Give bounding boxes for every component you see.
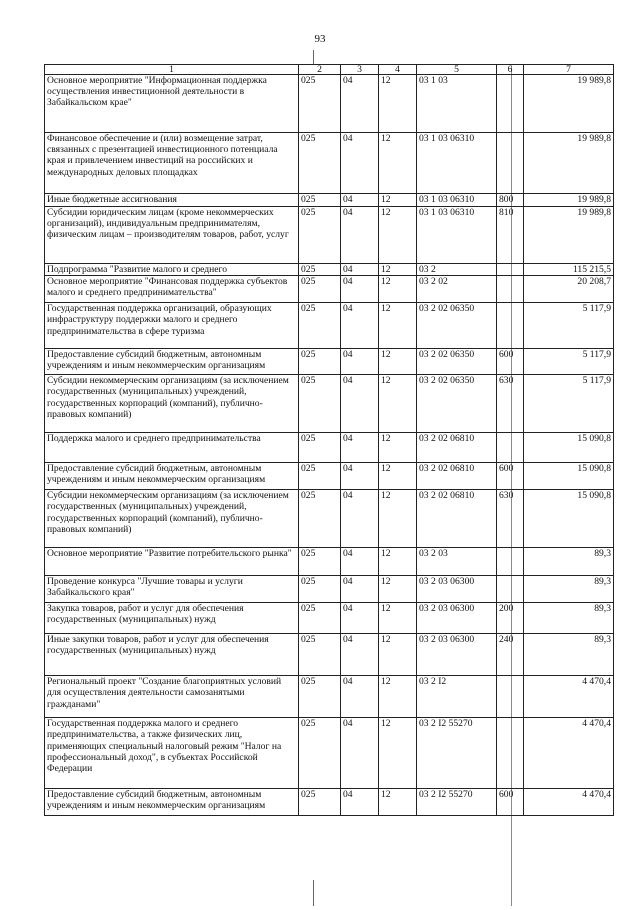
page-number: 93 — [314, 33, 326, 45]
row-target-article: 03 2 02 06810 — [417, 463, 497, 490]
row-amount: 15 090,8 — [524, 433, 614, 463]
row-admin-code: 025 — [299, 634, 341, 676]
row-amount: 89,3 — [524, 576, 614, 603]
row-expense-type — [497, 75, 524, 133]
row-section: 04 — [341, 133, 379, 194]
header-col-7: 7 — [524, 65, 614, 75]
row-expense-type — [497, 676, 524, 718]
row-amount: 4 470,4 — [524, 718, 614, 789]
row-section: 04 — [341, 634, 379, 676]
row-expense-type — [497, 276, 524, 303]
table-row — [45, 463, 614, 490]
table-row — [45, 548, 614, 576]
row-admin-code: 025 — [299, 463, 341, 490]
row-expense-type — [497, 576, 524, 603]
row-subsection: 12 — [379, 133, 417, 194]
row-section: 04 — [341, 375, 379, 433]
table-row — [45, 207, 614, 264]
row-target-article: 03 2 I2 — [417, 676, 497, 718]
row-subsection: 12 — [379, 375, 417, 433]
row-amount: 89,3 — [524, 548, 614, 576]
row-section: 04 — [341, 463, 379, 490]
row-expense-type — [497, 264, 524, 276]
row-name: Основное мероприятие "Информационная поддержка осуществления инвестиционной деятельности в Забайкальском крае" — [45, 75, 299, 133]
header-col-5: 5 — [417, 65, 497, 75]
row-amount: 19 989,8 — [524, 207, 614, 264]
table-header-row — [45, 65, 614, 75]
table-row — [45, 789, 614, 816]
row-subsection: 12 — [379, 634, 417, 676]
row-subsection: 12 — [379, 576, 417, 603]
row-subsection: 12 — [379, 303, 417, 349]
row-section: 04 — [341, 349, 379, 375]
row-name: Поддержка малого и среднего предпринимательства — [45, 433, 299, 463]
row-expense-type — [497, 303, 524, 349]
row-amount: 15 090,8 — [524, 463, 614, 490]
table-row — [45, 264, 614, 276]
row-name: Предоставление субсидий бюджетным, автономным учреждениям и иным некоммерческим организациям — [45, 349, 299, 375]
row-target-article: 03 2 02 — [417, 276, 497, 303]
row-admin-code: 025 — [299, 490, 341, 548]
row-admin-code: 025 — [299, 133, 341, 194]
row-subsection: 12 — [379, 264, 417, 276]
row-admin-code: 025 — [299, 789, 341, 816]
row-admin-code: 025 — [299, 194, 341, 207]
row-name: Иные закупки товаров, работ и услуг для обеспечения государственных (муниципальных) нужд — [45, 634, 299, 676]
row-subsection: 12 — [379, 463, 417, 490]
row-expense-type — [497, 718, 524, 789]
row-target-article: 03 2 03 06300 — [417, 576, 497, 603]
row-section: 04 — [341, 207, 379, 264]
row-subsection: 12 — [379, 490, 417, 548]
row-section: 04 — [341, 676, 379, 718]
budget-table — [44, 64, 614, 816]
row-name: Основное мероприятие "Финансовая поддержка субъектов малого и среднего предпринимательства" — [45, 276, 299, 303]
row-admin-code: 025 — [299, 676, 341, 718]
row-name: Финансовое обеспечение и (или) возмещение затрат, связанных с презентацией инвестиционного потенциала края и привлечением инвестиций на российских и международных деловых площадках — [45, 133, 299, 194]
row-target-article: 03 2 02 06810 — [417, 433, 497, 463]
row-target-article: 03 1 03 06310 — [417, 207, 497, 264]
row-name: Государственная поддержка малого и среднего предпринимательства, а также физических лиц, применяющих специальный налоговый режим "Налог на профессиональный доход", в субъектах Российской Федерации — [45, 718, 299, 789]
row-section: 04 — [341, 789, 379, 816]
row-target-article: 03 2 02 06350 — [417, 349, 497, 375]
row-subsection: 12 — [379, 276, 417, 303]
row-admin-code: 025 — [299, 718, 341, 789]
header-col-6: 6 — [497, 65, 524, 75]
row-subsection: 12 — [379, 75, 417, 133]
row-target-article: 03 2 03 06300 — [417, 603, 497, 634]
row-amount: 4 470,4 — [524, 676, 614, 718]
row-name: Субсидии некоммерческим организациям (за исключением государственных (муниципальных) учреждений, государственных корпораций (компаний), публично-правовых компаний) — [45, 375, 299, 433]
row-subsection: 12 — [379, 433, 417, 463]
fold-mark — [313, 50, 314, 64]
table-row — [45, 133, 614, 194]
row-amount: 20 208,7 — [524, 276, 614, 303]
row-amount: 89,3 — [524, 603, 614, 634]
table-row — [45, 490, 614, 548]
row-expense-type: 600 — [497, 349, 524, 375]
row-subsection: 12 — [379, 349, 417, 375]
row-subsection: 12 — [379, 194, 417, 207]
row-amount: 19 989,8 — [524, 194, 614, 207]
row-section: 04 — [341, 194, 379, 207]
table-row — [45, 303, 614, 349]
row-subsection: 12 — [379, 207, 417, 264]
row-name: Проведение конкурса "Лучшие товары и услуги Забайкальского края" — [45, 576, 299, 603]
table-row — [45, 718, 614, 789]
table-row — [45, 433, 614, 463]
row-admin-code: 025 — [299, 548, 341, 576]
row-section: 04 — [341, 75, 379, 133]
row-subsection: 12 — [379, 548, 417, 576]
row-name: Иные бюджетные ассигнования — [45, 194, 299, 207]
row-expense-type: 600 — [497, 463, 524, 490]
table-row — [45, 676, 614, 718]
row-target-article: 03 2 02 06350 — [417, 303, 497, 349]
table-row — [45, 576, 614, 603]
row-amount: 19 989,8 — [524, 133, 614, 194]
row-name: Государственная поддержка организаций, образующих инфраструктуру поддержки малого и среднего предпринимательства в сфере туризма — [45, 303, 299, 349]
table-row — [45, 634, 614, 676]
row-admin-code: 025 — [299, 207, 341, 264]
header-col-4: 4 — [379, 65, 417, 75]
row-section: 04 — [341, 490, 379, 548]
row-amount: 15 090,8 — [524, 490, 614, 548]
fold-mark-bottom — [313, 880, 314, 906]
row-section: 04 — [341, 276, 379, 303]
row-name: Субсидии некоммерческим организациям (за исключением государственных (муниципальных) учреждений, государственных корпораций (компаний), публично-правовых компаний) — [45, 490, 299, 548]
row-expense-type: 800 — [497, 194, 524, 207]
row-subsection: 12 — [379, 718, 417, 789]
row-name: Основное мероприятие "Развитие потребительского рынка" — [45, 548, 299, 576]
header-col-3: 3 — [341, 65, 379, 75]
row-admin-code: 025 — [299, 576, 341, 603]
row-admin-code: 025 — [299, 603, 341, 634]
row-amount: 5 117,9 — [524, 303, 614, 349]
table-row — [45, 603, 614, 634]
row-expense-type — [497, 133, 524, 194]
row-expense-type — [497, 548, 524, 576]
row-subsection: 12 — [379, 603, 417, 634]
table-row — [45, 375, 614, 433]
row-section: 04 — [341, 264, 379, 276]
row-target-article: 03 2 02 06810 — [417, 490, 497, 548]
row-amount: 115 215,5 — [524, 264, 614, 276]
row-section: 04 — [341, 303, 379, 349]
row-amount: 19 989,8 — [524, 75, 614, 133]
row-name: Региональный проект "Создание благоприятных условий для осуществления деятельности самозанятыми гражданами" — [45, 676, 299, 718]
row-target-article: 03 1 03 06310 — [417, 194, 497, 207]
row-section: 04 — [341, 433, 379, 463]
row-admin-code: 025 — [299, 375, 341, 433]
row-admin-code: 025 — [299, 303, 341, 349]
row-target-article: 03 2 03 — [417, 548, 497, 576]
row-name: Закупка товаров, работ и услуг для обеспечения государственных (муниципальных) нужд — [45, 603, 299, 634]
row-amount: 89,3 — [524, 634, 614, 676]
table-row — [45, 194, 614, 207]
table-row — [45, 75, 614, 133]
row-amount: 4 470,4 — [524, 789, 614, 816]
row-name: Предоставление субсидий бюджетным, автономным учреждениям и иным некоммерческим организациям — [45, 789, 299, 816]
row-target-article: 03 2 03 06300 — [417, 634, 497, 676]
row-target-article: 03 2 I2 55270 — [417, 789, 497, 816]
row-target-article: 03 1 03 06310 — [417, 133, 497, 194]
row-section: 04 — [341, 576, 379, 603]
row-amount: 5 117,9 — [524, 349, 614, 375]
row-subsection: 12 — [379, 789, 417, 816]
row-subsection: 12 — [379, 676, 417, 718]
header-col-2: 2 — [299, 65, 341, 75]
header-col-1: 1 — [45, 65, 299, 75]
row-admin-code: 025 — [299, 349, 341, 375]
row-expense-type: 240 — [497, 634, 524, 676]
table-row — [45, 349, 614, 375]
row-admin-code: 025 — [299, 433, 341, 463]
row-admin-code: 025 — [299, 264, 341, 276]
row-section: 04 — [341, 718, 379, 789]
row-target-article: 03 2 — [417, 264, 497, 276]
table-row — [45, 276, 614, 303]
row-target-article: 03 1 03 — [417, 75, 497, 133]
row-expense-type: 200 — [497, 603, 524, 634]
row-expense-type: 810 — [497, 207, 524, 264]
row-target-article: 03 2 02 06350 — [417, 375, 497, 433]
row-expense-type: 630 — [497, 375, 524, 433]
row-amount: 5 117,9 — [524, 375, 614, 433]
row-expense-type: 600 — [497, 789, 524, 816]
row-admin-code: 025 — [299, 276, 341, 303]
row-section: 04 — [341, 548, 379, 576]
row-name: Предоставление субсидий бюджетным, автономным учреждениям и иным некоммерческим организациям — [45, 463, 299, 490]
row-name: Подпрограмма "Развитие малого и среднего — [45, 264, 299, 276]
row-admin-code: 025 — [299, 75, 341, 133]
row-section: 04 — [341, 603, 379, 634]
row-expense-type — [497, 433, 524, 463]
row-name: Субсидии юридическим лицам (кроме некоммерческих организаций), индивидуальным предпринимателям, физическим лицам – производителям товаров, работ, услуг — [45, 207, 299, 264]
row-expense-type: 630 — [497, 490, 524, 548]
row-target-article: 03 2 I2 55270 — [417, 718, 497, 789]
